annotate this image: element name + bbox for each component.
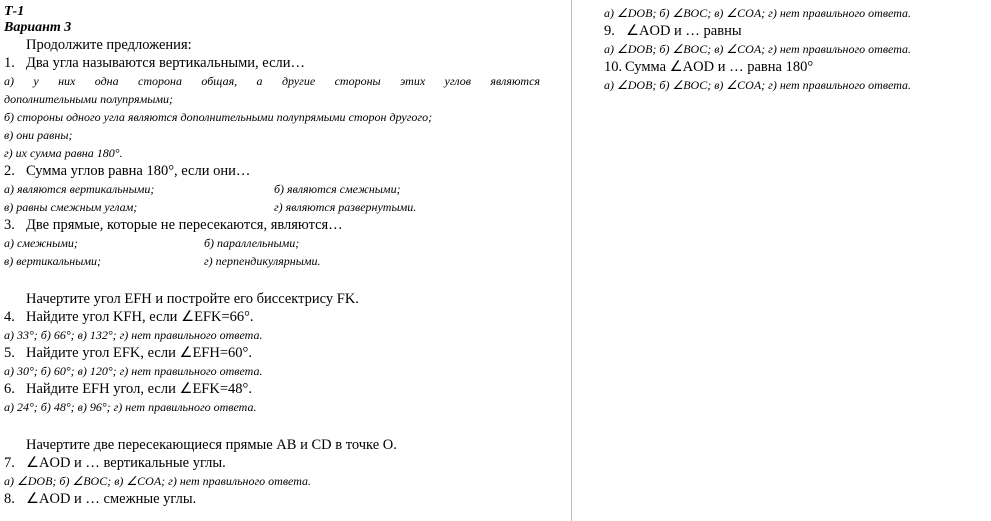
section3-intro: Начертите две пересекающиеся прямые AB и CD в точке O.: [26, 437, 397, 453]
question-3: [4, 216, 540, 234]
question-1-option-b: б) стороны одного угла являются дополнительными полупрямыми сторон другого;: [4, 110, 433, 124]
question-5: [4, 344, 540, 362]
question-10: [604, 58, 989, 76]
question-1-option-v: в) они равны;: [4, 128, 73, 142]
question-text: ∠AOD и … вертикальные углы.: [26, 455, 226, 471]
question-text: Сумма углов равна 180°, если они…: [26, 163, 251, 179]
option-b: б) параллельными;: [204, 236, 300, 250]
question-1: [4, 54, 540, 72]
question-10-options: а) ∠DOB; б) ∠BOC; в) ∠COA; г) нет правильного ответа.: [604, 78, 912, 92]
left-column: [4, 4, 540, 508]
option-g: г) перпендикулярными.: [204, 254, 321, 268]
question-number: 8.: [4, 491, 15, 507]
spacer: [4, 416, 540, 436]
question-5-options: а) 30°; б) 60°; в) 120°; г) нет правильного ответа.: [4, 364, 263, 378]
question-9: [604, 22, 989, 40]
test-code: Т-1: [4, 4, 25, 19]
question-text: ∠AOD и … равны: [626, 23, 742, 39]
question-number: 4.: [4, 309, 15, 325]
right-column: [604, 4, 989, 94]
question-8: [4, 490, 540, 508]
question-2: [4, 162, 540, 180]
question-number: 10.: [604, 59, 623, 75]
question-text: Найдите угол EFK, если ∠EFH=60°.: [26, 345, 252, 361]
question-6-options: а) 24°; б) 48°; в) 96°; г) нет правильного ответа.: [4, 400, 257, 414]
question-1-option-a-line1: а) у них одна сторона общая, а другие стороны этих углов являются: [4, 74, 540, 88]
question-3-options-row2: [4, 252, 540, 270]
spacer: [4, 270, 540, 290]
option-g: г) являются развернутыми.: [274, 200, 417, 214]
option-a: а) смежными;: [4, 236, 78, 250]
question-text: Две прямые, которые не пересекаются, являются…: [26, 217, 343, 233]
question-7-options: а) ∠DOB; б) ∠BOC; в) ∠COA; г) нет правильного ответа.: [4, 474, 312, 488]
question-number: 9.: [604, 23, 615, 39]
question-4-options: а) 33°; б) 66°; в) 132°; г) нет правильного ответа.: [4, 328, 263, 342]
question-text: Найдите угол KFH, если ∠EFK=66°.: [26, 309, 254, 325]
question-number: 5.: [4, 345, 15, 361]
question-9-options: а) ∠DOB; б) ∠BOC; в) ∠COA; г) нет правильного ответа.: [604, 42, 912, 56]
question-number: 7.: [4, 455, 15, 471]
question-3-options-row1: [4, 234, 540, 252]
question-number: 2.: [4, 163, 15, 179]
question-number: 1.: [4, 55, 15, 71]
question-6: [4, 380, 540, 398]
question-text: Два угла называются вертикальными, если…: [26, 55, 306, 71]
section1-intro: Продолжите предложения:: [26, 37, 192, 53]
option-v: в) равны смежным углам;: [4, 200, 138, 214]
section2-intro: Начертите угол EFH и постройте его биссектрису FK.: [26, 291, 359, 307]
option-a: а) являются вертикальными;: [4, 182, 155, 196]
question-4: [4, 308, 540, 326]
question-text: Сумма ∠AOD и … равна 180°: [625, 59, 814, 75]
option-v: в) вертикальными;: [4, 254, 101, 268]
question-text: Найдите EFH угол, если ∠EFK=48°.: [26, 381, 252, 397]
question-7: [4, 454, 540, 472]
question-1-option-a-line2: дополнительными полупрямыми;: [4, 92, 174, 106]
question-number: 6.: [4, 381, 15, 397]
question-1-option-g: г) их сумма равна 180°.: [4, 146, 123, 160]
question-8-options: а) ∠DOB; б) ∠BOC; в) ∠COA; г) нет правильного ответа.: [604, 6, 912, 20]
variant-title: Вариант 3: [4, 20, 72, 35]
question-2-options-row1: [4, 180, 540, 198]
question-2-options-row2: [4, 198, 540, 216]
question-number: 3.: [4, 217, 15, 233]
column-divider: [571, 0, 572, 521]
question-text: ∠AOD и … смежные углы.: [26, 491, 197, 507]
option-b: б) являются смежными;: [274, 182, 401, 196]
